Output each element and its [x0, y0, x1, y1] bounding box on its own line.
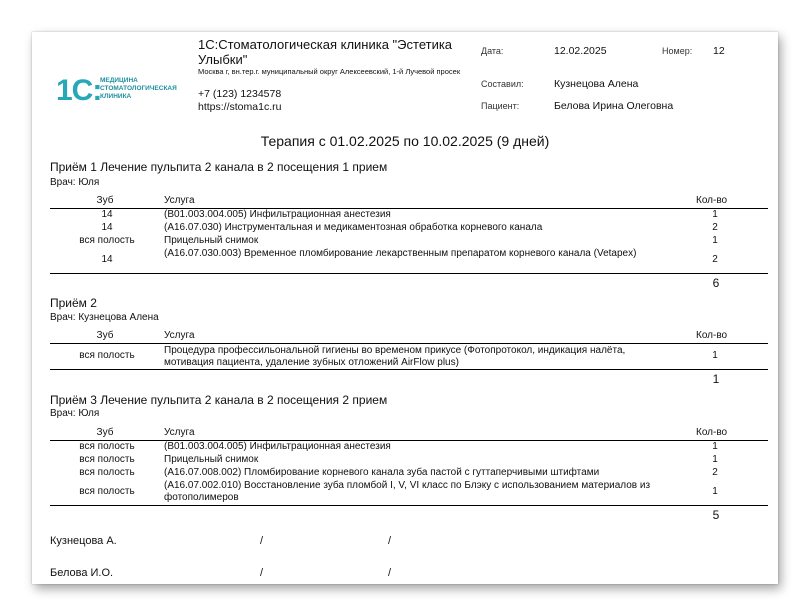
row-service: (A16.07.030) Инструментальная и медикаментозная обработка корневого канала — [164, 222, 543, 233]
logo-text-line: МЕДИЦИНА — [100, 77, 138, 84]
column-header-service: Услуга — [164, 427, 195, 438]
row-service: (B01.003.004.005) Инфильтрационная анестезия — [164, 441, 391, 452]
table-divider — [50, 273, 768, 274]
clinic-logo: 1С: — [56, 74, 102, 107]
row-service: (A16.07.030.003) Временное пломбирование лекарственным препаратом корневого канала (Vetapex) — [164, 248, 637, 259]
clinic-address: Москва г, вн.тер.г. муниципальный округ Алексеевский, 1-й Лучевой просек — [198, 67, 461, 76]
clinic-name: 1С:Стоматологическая клиника "Эстетика Улыбки" — [198, 37, 453, 67]
clinic-site: https://stoma1c.ru — [198, 101, 282, 113]
row-tooth: 14 — [101, 209, 113, 220]
visit-title: Приём 1 Лечение пульпита 2 канала в 2 посещения 1 прием — [50, 160, 388, 174]
author-label: Составил: — [481, 79, 524, 89]
signature-name: Кузнецова А. — [50, 535, 117, 547]
row-tooth: вся полость — [79, 350, 135, 361]
row-qty: 2 — [712, 467, 718, 478]
column-header-service: Услуга — [164, 330, 195, 341]
row-service: Прицельный снимок — [164, 454, 259, 465]
row-qty: 1 — [712, 209, 718, 220]
visit-title: Приём 2 — [50, 296, 97, 310]
row-qty: 1 — [712, 486, 718, 497]
visit-total: 6 — [712, 276, 720, 290]
column-header-qty: Кол-во — [696, 330, 728, 341]
visit-doctor: Врач: Юля — [50, 408, 100, 419]
row-service: (A16.07.002.010) Восстановление зуба пломбой I, V, VI класс по Блэку с использованием материалов из фотополимеров — [164, 480, 651, 503]
row-tooth: вся полость — [79, 235, 135, 246]
signature-separator: / — [388, 535, 392, 547]
row-tooth: вся полость — [79, 441, 135, 452]
document-title: Терапия с 01.02.2025 по 10.02.2025 (9 дней) — [260, 133, 550, 149]
table-divider — [50, 369, 768, 370]
column-header-tooth: Зуб — [96, 427, 114, 438]
logo-text-line: КЛИНИКА — [100, 93, 132, 100]
visit-doctor: Врач: Юля — [50, 177, 100, 188]
column-header-tooth: Зуб — [96, 195, 114, 206]
row-service: Прицельный снимок — [164, 235, 259, 246]
row-service: (A16.07.008.002) Пломбирование корневого канала зуба пастой с гуттаперчивыми штифтами — [164, 467, 600, 478]
row-tooth: 14 — [101, 254, 113, 265]
number-label: Номер: — [662, 46, 693, 56]
row-qty: 1 — [712, 454, 718, 465]
row-tooth: вся полость — [79, 486, 135, 497]
row-service: Процедура профессильональной гигиены во временом прикусе (Фотопротокол, индикация налёта, мотивация пациента, удаление зубных отложений AirFlow plus) — [164, 345, 626, 368]
row-tooth: вся полость — [79, 467, 135, 478]
clinic-phone: +7 (123) 1234578 — [198, 88, 282, 100]
logo-text-line: СТОМАТОЛОГИЧЕСКАЯ — [100, 85, 177, 92]
row-service: (B01.003.004.005) Инфильтрационная анестезия — [164, 209, 391, 220]
column-header-qty: Кол-во — [696, 195, 728, 206]
row-qty: 1 — [712, 235, 718, 246]
row-qty: 1 — [712, 350, 718, 361]
date-label: Дата: — [481, 46, 504, 56]
clinic-logo-text — [100, 77, 177, 101]
patient-label: Пациент: — [481, 101, 520, 111]
row-qty: 2 — [712, 254, 718, 265]
author-value: Кузнецова Алена — [554, 78, 639, 90]
table-divider — [50, 343, 768, 344]
column-header-tooth: Зуб — [96, 330, 114, 341]
visit-title: Приём 3 Лечение пульпита 2 канала в 2 посещения 2 прием — [50, 393, 388, 407]
patient-value: Белова Ирина Олеговна — [554, 100, 674, 112]
signature-separator: / — [260, 535, 264, 547]
date-value: 12.02.2025 — [554, 45, 607, 57]
visit-doctor: Врач: Кузнецова Алена — [50, 312, 159, 323]
visit-total: 1 — [712, 372, 720, 386]
document-sheet — [32, 32, 778, 584]
row-tooth: 14 — [101, 222, 113, 233]
column-header-qty: Кол-во — [696, 427, 728, 438]
column-header-service: Услуга — [164, 195, 195, 206]
number-value: 12 — [713, 45, 725, 57]
row-tooth: вся полость — [79, 454, 135, 465]
signature-name: Белова И.О. — [50, 567, 114, 579]
signature-separator: / — [388, 567, 392, 579]
row-qty: 1 — [712, 441, 718, 452]
table-divider — [50, 505, 768, 506]
signature-separator: / — [260, 567, 264, 579]
visit-total: 5 — [712, 508, 720, 522]
row-qty: 2 — [712, 222, 718, 233]
